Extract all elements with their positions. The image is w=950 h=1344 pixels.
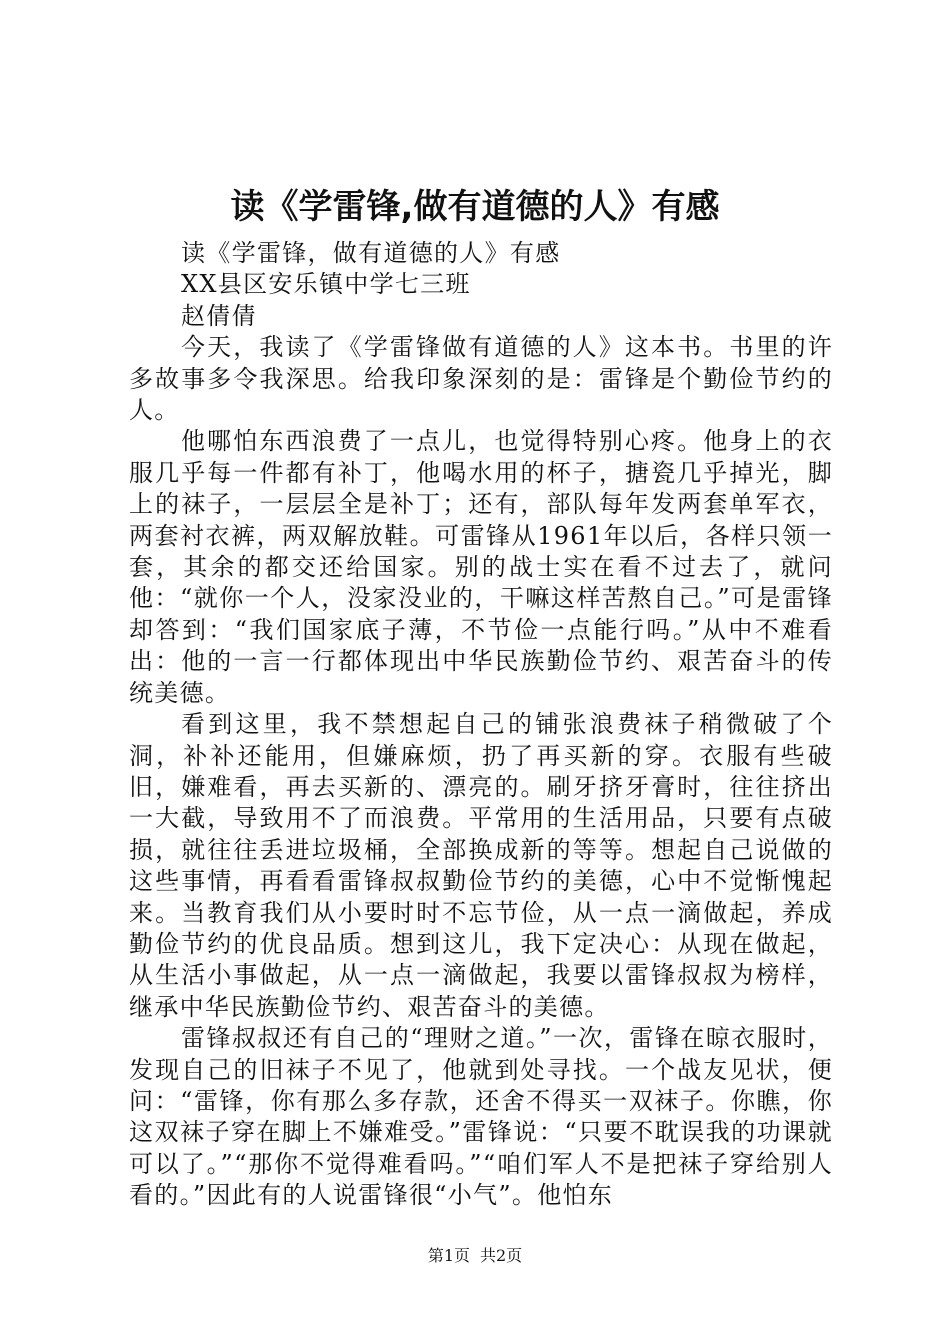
document-title: 读《学雷锋,做有道德的人》有感	[230, 187, 720, 227]
page-number: 第1页	[427, 1246, 470, 1265]
paragraph: 他哪怕东西浪费了一点儿，也觉得特别心疼。他身上的衣服几乎每一件都有补丁，他喝水用的杯子，搪瓷几乎掉光，脚上的袜子，一层层全是补丁；还有，部队每年发两套单军衣，两套衬衣裤，两双解放鞋。可雷锋从1961年以后，各样只领一套，其余的都交还给国家。别的战士实在看不过去了，就问他：“就你一个人，没家没业的，干嘛这样苦熬自己。”可是雷锋却答到：“我们国家底子薄，不节俭一点能行吗。”从中不难看出：他的一言一行都体现出中华民族勤俭节约、艰苦奋斗的传统美德。	[129, 427, 833, 707]
document-body	[129, 238, 833, 1212]
paragraph: 看到这里，我不禁想起自己的铺张浪费袜子稍微破了个洞，补补还能用，但嫌麻烦，扔了再买新的穿。衣服有些破旧，嫌难看，再去买新的、漂亮的。刷牙挤牙膏时，往往挤出一大截，导致用不了而浪费。平常用的生活用品，只要有点破损，就往往丢进垃圾桶，全部换成新的等等。想起自己说做的这些事情，再看看雷锋叔叔勤俭节约的美德，心中不觉惭愧起来。当教育我们从小要时时不忘节俭，从一点一滴做起，养成勤俭节约的优良品质。想到这儿，我下定决心：从现在做起，从生活小事做起，从一点一滴做起，我要以雷锋叔叔为榜样，继承中华民族勤俭节约、艰苦奋斗的美德。	[129, 710, 833, 1021]
author-line: 赵倩倩	[181, 301, 257, 330]
subtitle-line: 读《学雷锋，做有道德的人》有感	[181, 239, 561, 267]
paragraph: 今天，我读了《学雷锋做有道德的人》这本书。书里的许多故事多令我深思。给我印象深刻的是：雷锋是个勤俭节约的人。	[129, 333, 833, 425]
page-total: 共2页	[480, 1246, 523, 1265]
school-class-line: XX县区安乐镇中学七三班	[181, 270, 471, 299]
page-footer	[0, 1245, 950, 1267]
paragraph: 雷锋叔叔还有自己的“理财之道。”一次，雷锋在晾衣服时，发现自己的旧袜子不见了，他就到处寻找。一个战友见状，便问：“雷锋，你有那么多存款，还舍不得买一双袜子。你瞧，你这双袜子穿在脚上不嫌难受。”雷锋说：“只要不耽误我的功课就可以了。”“那你不觉得难看吗。”“咱们军人不是把袜子穿给别人看的。”因此有的人说雷锋很“小气”。他怕东	[129, 1024, 833, 1210]
